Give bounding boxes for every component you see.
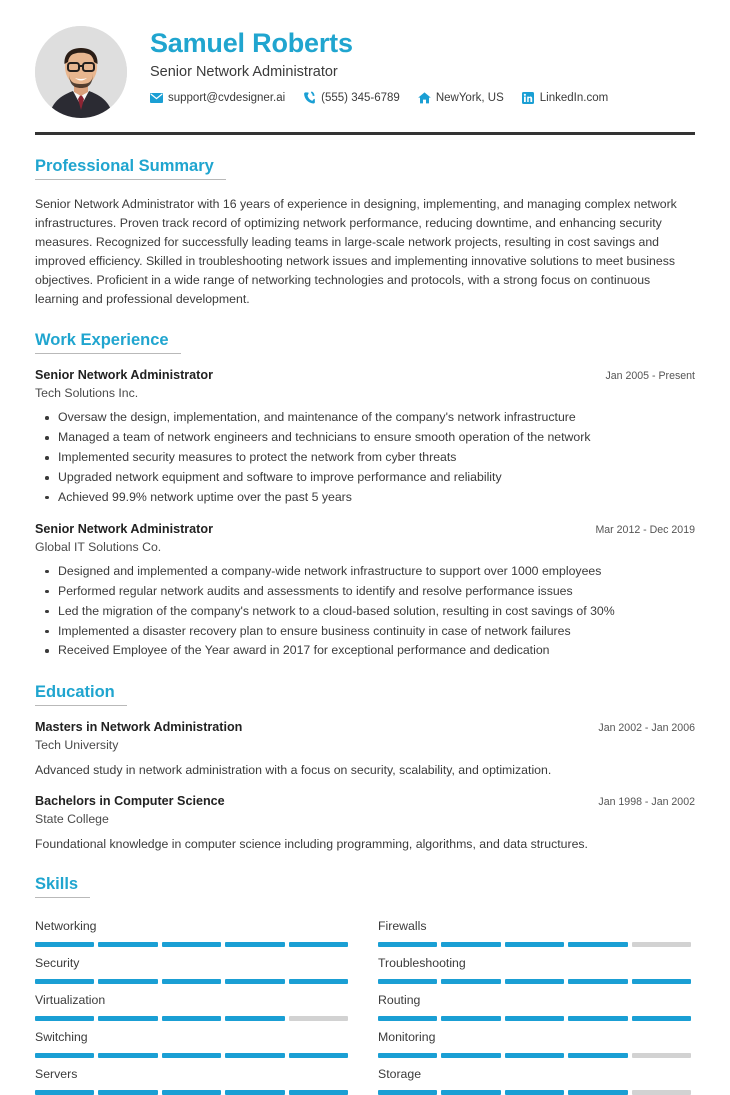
education-entry-header bbox=[35, 720, 695, 734]
skill-item bbox=[35, 984, 348, 1021]
education-entry bbox=[35, 794, 695, 853]
skill-level-bar bbox=[378, 1090, 691, 1095]
skill-level-segment bbox=[505, 1090, 564, 1095]
candidate-job-title: Senior Network Administrator bbox=[150, 64, 338, 81]
skill-item bbox=[35, 1021, 348, 1058]
experience-bullets bbox=[35, 408, 695, 508]
education-school: Tech University bbox=[35, 738, 119, 753]
skill-level-segment bbox=[568, 1090, 627, 1095]
list-item: Implemented a disaster recovery plan to ensure business continuity in case of network failures bbox=[35, 622, 695, 642]
list-item: Designed and implemented a company-wide network infrastructure to support over 1000 employees bbox=[35, 562, 695, 582]
header-info bbox=[127, 26, 695, 104]
skill-name: Storage bbox=[378, 1067, 422, 1082]
skill-name: Firewalls bbox=[378, 919, 427, 934]
skill-name: Monitoring bbox=[378, 1030, 436, 1045]
skill-item bbox=[378, 1058, 691, 1095]
list-item: Performed regular network audits and assessments to identify and resolve performance issues bbox=[35, 582, 695, 602]
experience-date: Mar 2012 - Dec 2019 bbox=[595, 523, 695, 536]
contact-linkedin-text: LinkedIn.com bbox=[539, 91, 609, 104]
section-professional-summary bbox=[35, 157, 695, 309]
skill-level-bar bbox=[35, 1090, 348, 1095]
skill-name: Switching bbox=[35, 1030, 88, 1045]
contact-linkedin[interactable] bbox=[522, 91, 608, 104]
skill-item bbox=[35, 947, 348, 984]
experience-title: Senior Network Administrator bbox=[35, 521, 213, 536]
education-entry bbox=[35, 720, 695, 779]
avatar bbox=[35, 26, 127, 118]
contact-phone[interactable] bbox=[303, 91, 400, 104]
skill-name: Servers bbox=[35, 1067, 78, 1082]
skill-level-segment bbox=[98, 1090, 157, 1095]
list-item: Achieved 99.9% network uptime over the past 5 years bbox=[35, 488, 695, 508]
skill-name: Security bbox=[35, 956, 80, 971]
skills-grid bbox=[35, 910, 695, 1095]
skill-level-segment bbox=[441, 1090, 500, 1095]
experience-entry bbox=[35, 368, 695, 508]
list-item: Received Employee of the Year award in 2017 for exceptional performance and dedication bbox=[35, 641, 695, 661]
home-icon bbox=[418, 91, 431, 104]
contact-location[interactable] bbox=[418, 91, 504, 104]
contact-phone-text: (555) 345-6789 bbox=[321, 91, 400, 104]
section-heading-skills: Skills bbox=[35, 875, 90, 898]
skill-level-segment bbox=[289, 1090, 348, 1095]
skill-item bbox=[378, 984, 691, 1021]
education-entry-header bbox=[35, 794, 695, 808]
contact-list bbox=[150, 91, 695, 104]
skill-item bbox=[378, 1021, 691, 1058]
skill-level-segment bbox=[162, 1090, 221, 1095]
education-date: Jan 2002 - Jan 2006 bbox=[598, 722, 695, 735]
contact-email-text: support@cvdesigner.ai bbox=[168, 91, 286, 104]
list-item: Upgraded network equipment and software to improve performance and reliability bbox=[35, 468, 695, 488]
section-heading-experience: Work Experience bbox=[35, 331, 181, 354]
skill-name: Routing bbox=[378, 993, 421, 1008]
header-divider bbox=[35, 132, 695, 135]
experience-entry-header bbox=[35, 522, 695, 536]
phone-icon bbox=[303, 91, 316, 104]
section-heading-summary: Professional Summary bbox=[35, 157, 226, 180]
section-skills bbox=[35, 875, 695, 1095]
list-item: Oversaw the design, implementation, and maintenance of the company's network infrastructure bbox=[35, 408, 695, 428]
experience-company: Global IT Solutions Co. bbox=[35, 539, 162, 554]
skill-level-segment bbox=[225, 1090, 284, 1095]
skill-name: Networking bbox=[35, 919, 97, 934]
contact-location-text: NewYork, US bbox=[435, 91, 504, 104]
summary-text: Senior Network Administrator with 16 years of experience in designing, implementing, and managing complex network infrastructures. Proven track record of optimizing network performance, reducing downtime, and enhancing security measures. Recognized for successfully leading teams in large-scale network projects, resulting in cost savings and improved efficiency. Skilled in troubleshooting network issues and implementing innovative solutions to meet business objectives. Proficient in a wide range of networking technologies and protocols, with a strong focus on continuous learning and professional development. bbox=[35, 197, 677, 307]
skill-level-segment bbox=[35, 1090, 94, 1095]
skill-item bbox=[35, 1058, 348, 1095]
skill-name: Virtualization bbox=[35, 993, 106, 1008]
experience-date: Jan 2005 - Present bbox=[605, 370, 695, 383]
candidate-name: Samuel Roberts bbox=[150, 28, 353, 58]
experience-entry-header bbox=[35, 368, 695, 382]
education-school: State College bbox=[35, 811, 109, 826]
experience-entry bbox=[35, 522, 695, 662]
list-item: Implemented security measures to protect the network from cyber threats bbox=[35, 448, 695, 468]
education-description: Advanced study in network administration with a focus on security, scalability, and optimization. bbox=[35, 763, 552, 778]
profile-photo-icon bbox=[35, 26, 127, 118]
education-degree: Masters in Network Administration bbox=[35, 720, 243, 735]
email-icon bbox=[150, 91, 163, 104]
skill-item bbox=[35, 910, 348, 947]
section-heading-education: Education bbox=[35, 683, 127, 706]
skill-item bbox=[378, 947, 691, 984]
education-date: Jan 1998 - Jan 2002 bbox=[598, 795, 695, 808]
experience-bullets bbox=[35, 562, 695, 662]
skill-name: Troubleshooting bbox=[378, 956, 466, 971]
linkedin-icon bbox=[522, 91, 535, 104]
education-degree: Bachelors in Computer Science bbox=[35, 793, 225, 808]
contact-email[interactable] bbox=[150, 91, 285, 104]
section-education bbox=[35, 683, 695, 853]
skill-item bbox=[378, 910, 691, 947]
section-work-experience bbox=[35, 331, 695, 661]
list-item: Managed a team of network engineers and technicians to ensure smooth operation of the network bbox=[35, 428, 695, 448]
skill-level-segment bbox=[378, 1090, 437, 1095]
experience-company: Tech Solutions Inc. bbox=[35, 386, 139, 401]
experience-title: Senior Network Administrator bbox=[35, 368, 213, 383]
skill-level-segment bbox=[632, 1090, 691, 1095]
list-item: Led the migration of the company's network to a cloud-based solution, resulting in cost savings of 30% bbox=[35, 602, 695, 622]
resume-header bbox=[35, 0, 695, 118]
education-description: Foundational knowledge in computer science including programming, algorithms, and data structures. bbox=[35, 836, 588, 851]
